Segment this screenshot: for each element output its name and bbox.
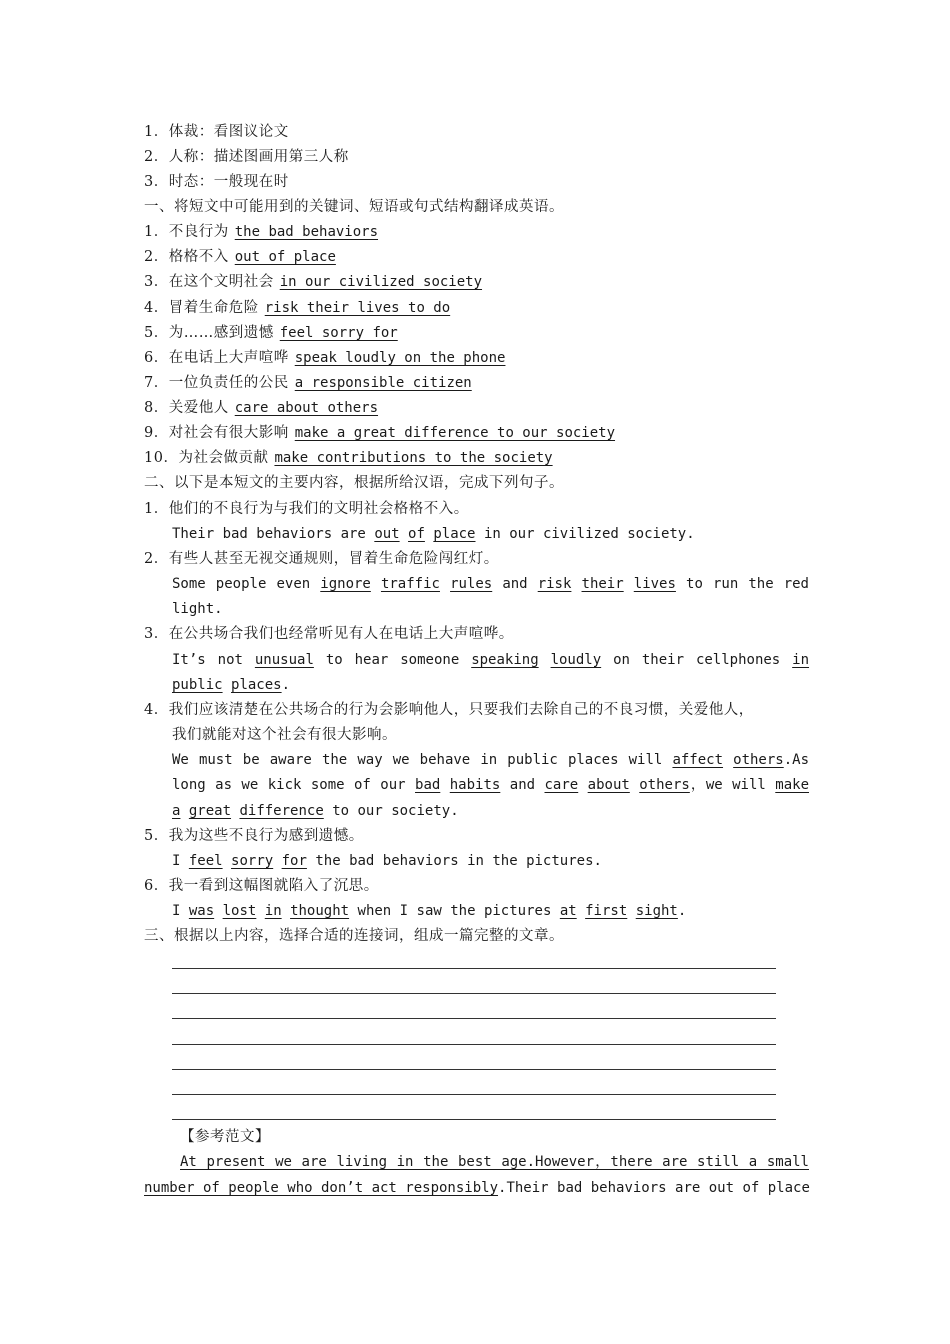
sentence1-en: Their bad behaviors are out of place in our civilized society. (172, 526, 695, 542)
vocab-item: 5．为……感到遗憾 feel sorry for (144, 325, 398, 341)
section2-title: 二、以下是本短文的主要内容，根据所给汉语，完成下列句子。 (144, 475, 564, 491)
sentence3-en-cont: public places. (172, 677, 291, 693)
sentence4-en-cont1: long as we kick some of our bad habits and care about others，we will make (172, 777, 809, 793)
reference-essay-line1: At present we are living in the best age.However，there are still a small (180, 1154, 809, 1170)
sentence6-en: I was lost in thought when I saw the pictures at first sight. (172, 903, 687, 919)
sentence4-cn-cont: 我们就能对这个社会有很大影响。 (172, 727, 397, 743)
sentence5-cn: 5．我为这些不良行为感到遗憾。 (144, 828, 364, 844)
writing-line (172, 968, 776, 969)
section3-title: 三、根据以上内容，选择合适的连接词，组成一篇完整的文章。 (144, 928, 564, 944)
writing-line (172, 1018, 776, 1019)
vocab-item: 4．冒着生命危险 risk their lives to do (144, 300, 451, 316)
sentence2-cn: 2．有些人甚至无视交通规则，冒着生命危险闯红灯。 (144, 551, 499, 567)
writing-line (172, 1119, 776, 1120)
sentence4-en: We must be aware the way we behave in public places will affect others.As (172, 752, 810, 768)
writing-line (172, 993, 776, 994)
sentence6-cn: 6．我一看到这幅图就陷入了沉思。 (144, 878, 379, 894)
sentence4-cn: 4．我们应该清楚在公共场合的行为会影响他人，只要我们去除自己的不良习惯，关爱他人， (144, 702, 754, 718)
section1-title: 一、将短文中可能用到的关键词、短语或句式结构翻译成英语。 (144, 199, 564, 215)
sentence4-en-cont2: a great difference to our society. (172, 803, 459, 819)
sentence2-en: Some people even ignore traffic rules and risk their lives to run the red (172, 576, 809, 592)
vocab-item: 10．为社会做贡献 make contributions to the society (144, 450, 553, 466)
vocab-item: 3．在这个文明社会 in our civilized society (144, 274, 483, 290)
writing-line (172, 1069, 776, 1070)
vocab-item: 6．在电话上大声喧哗 speak loudly on the phone (144, 350, 506, 366)
writing-line (172, 1094, 776, 1095)
vocab-item: 1．不良行为 the bad behaviors (144, 224, 379, 240)
sentence5-en: I feel sorry for the bad behaviors in the pictures. (172, 853, 602, 869)
reference-essay-line2: number of people who don’t act responsibly.Their bad behaviors are out of place (144, 1180, 810, 1196)
vocab-item: 9．对社会有很大影响 make a great difference to our society (144, 425, 616, 441)
vocab-item: 2．格格不入 out of place (144, 249, 336, 265)
writing-line (172, 1044, 776, 1045)
tense-line: 3．时态：一般现在时 (144, 174, 289, 190)
sentence1-cn: 1．他们的不良行为与我们的文明社会格格不入。 (144, 501, 469, 517)
sentence2-en-cont: light. (172, 601, 223, 617)
sentence3-cn: 3．在公共场合我们也经常听见有人在电话上大声喧哗。 (144, 626, 514, 642)
sentence3-en: It’s not unusual to hear someone speaking loudly on their cellphones in (172, 652, 810, 668)
person-line: 2．人称：描述图画用第三人称 (144, 149, 349, 165)
genre-line: 1．体裁：看图议论文 (144, 124, 289, 140)
reference-title: 【参考范文】 (180, 1129, 270, 1145)
vocab-item: 7．一位负责任的公民 a responsible citizen (144, 375, 472, 391)
vocab-item: 8．关爱他人 care about others (144, 400, 379, 416)
